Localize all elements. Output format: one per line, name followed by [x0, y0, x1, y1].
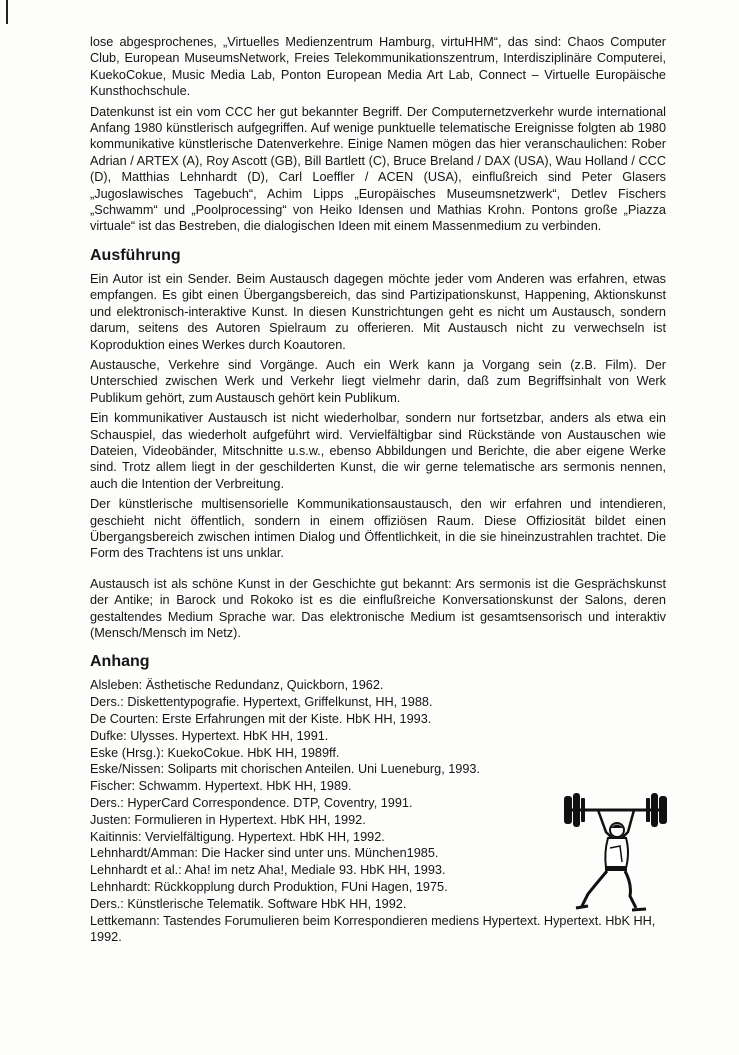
paragraph-austausche: Austausche, Verkehre sind Vorgänge. Auch ein Werk kann ja Vorgang sein (z.B. Film). Der Unterschied zwischen Werk und Verkehr liegt vielmehr darin, daß zum Begriffsinhalt von Werk Publikum gehört, zum Austausch gehört kein Publikum.: [90, 357, 666, 405]
reference-item: Justen: Formulieren in Hypertext. HbK HH, 1992.: [90, 812, 366, 827]
reference-item: Lehnhardt/Amman: Die Hacker sind unter uns. München1985.: [90, 846, 439, 861]
section-heading-anhang: Anhang: [90, 653, 150, 671]
reference-item: Ders.: Diskettentypografie. Hypertext, Griffelkunst, HH, 1988.: [90, 695, 433, 710]
reference-item: Fischer: Schwamm. Hypertext. HbK HH, 1989.: [90, 779, 352, 794]
paragraph-datenkunst: Datenkunst ist ein vom CCC her gut bekannter Begriff. Der Computernetzverkehr wurde international Anfang 1980 künstlerisch aufgegriffen. Auf wenige punktuelle telematische Ereignisse folgten ab 1980 kommunikative künstlerische Datenverkehre. Einige Namen mögen das hier veranschaulichen: Rober Adrian / ARTEX (A), Roy Ascott (GB), Bill Bartlett (C), Bruce Breland / DAX (USA), Wau Holland / CCC (D), Matthias Lehnhardt (D), Carl Loeffler / ACEN (USA), einflußreich sind Peter Glasers „Jugoslawisches Tagebuch“, Achim Lipps „Europäisches Museumsnetzwerk“, Detlev Fischers „Schwamm“ und „Poolprocessing“ von Heiko Idensen und Mathias Krohn. Pontons große „Piazza virtuale“ ist das Bestreben, die dialogischen Ideen mit einem Massenmedium zu verbinden.: [90, 104, 666, 234]
reference-item: Lettkemann: Tastendes Forumulieren beim Korrespondieren mediens Hypertext. Hypertext. HbK HH, 1992.: [90, 913, 656, 945]
reference-item: Eske/Nissen: Soliparts mit chorischen Anteilen. Uni Lueneburg, 1993.: [90, 762, 481, 777]
reference-item: Lehnhardt: Rückkopplung durch Produktion, FUni Hagen, 1975.: [90, 879, 448, 894]
reference-item: Kaitinnis: Vervielfältigung. Hypertext. HbK HH, 1992.: [90, 829, 385, 844]
reference-item: Lehnhardt et al.: Aha! im netz Aha!, Mediale 93. HbK HH, 1993.: [90, 863, 446, 878]
paragraph-multisensoriell: Der künstlerische multisensorielle Kommunikationsaustausch, den wir erfahren und intendieren, geschieht nicht öffentlich, sondern in einem offiziösen Raum. Diese Offiziosität bildet einen Übergangsbereich zwischen intimen Dialog und Öffentlichkeit, in die sie hineinzustrahlen trachtet. Die Form des Trachtens ist uns unklar.: [90, 497, 666, 561]
page-edge-mark: [6, 0, 8, 24]
reference-item: Ders.: Künstlerische Telematik. Software HbK HH, 1992.: [90, 896, 407, 911]
paragraph-ars-sermonis: Austausch ist als schöne Kunst in der Geschichte gut bekannt: Ars sermonis ist die Gesprächskunst der Antike; in Barock und Rokoko ist es die einflußreiche Konversationskunst der Salons, deren gestaltendes Medium Sprache war. Das elektronische Medium ist gesamtsensorisch und interaktiv (Mensch/Mensch im Netz).: [90, 576, 666, 640]
paragraph-kommunikativ: Ein kommunikativer Austausch ist nicht wiederholbar, sondern nur fortsetzbar, anders als etwa ein Schauspiel, das wiederholt aufgeführt wird. Vervielfältigbar sind Rückstände von Austauschen wie Dateien, Videobänder, Mitschnitte u.s.w., ebenso Abbildungen und Berichte, die aber eigene Werke sind. Trotz allem liegt in der geschilderten Kunst, die wir gerne telematische ars sermonis nennen, auch die Intention der Verbreitung.: [90, 411, 666, 491]
reference-item: Dufke: Ulysses. Hypertext. HbK HH, 1991.: [90, 728, 329, 743]
section-heading-ausfuehrung: Ausführung: [90, 246, 181, 264]
weightlifter-icon: [560, 788, 670, 918]
reference-item: Eske (Hrsg.): KuekoCokue. HbK HH, 1989ff.: [90, 745, 340, 760]
reference-item: De Courten: Erste Erfahrungen mit der Kiste. HbK HH, 1993.: [90, 712, 432, 726]
reference-item: Ders.: HyperCard Correspondence. DTP, Coventry, 1991.: [90, 795, 413, 810]
paragraph-intro: lose abgesprochenes, „Virtuelles Medienzentrum Hamburg, virtuHHM“, das sind: Chaos Computer Club, European MuseumsNetwork, Freies Telekommunikationszentrum, Interdisziplinäre Computerei, KuekoCokue, Music Media Lab, Ponton European Media Art Lab, Connect – Virtuelle Europäische Kunsthochschule.: [90, 35, 666, 99]
paragraph-autor: Ein Autor ist ein Sender. Beim Austausch dagegen möchte jeder vom Anderen was erfahren, etwas empfangen. Es gibt einen Übergangsbereich, das sind Partizipationskunst, Happening, Aktionskunst und elektronisch-interaktive Kunst. In diesen Kunstrichtungen geht es nicht um Austausch, sondern darum, seitens des Autoren Spielraum zu offerieren. Mit Austausch nicht zu verwechseln ist Koproduktion eines Werkes durch Koautoren.: [90, 271, 666, 352]
reference-item: Alsleben: Ästhetische Redundanz, Quickborn, 1962.: [90, 678, 384, 693]
